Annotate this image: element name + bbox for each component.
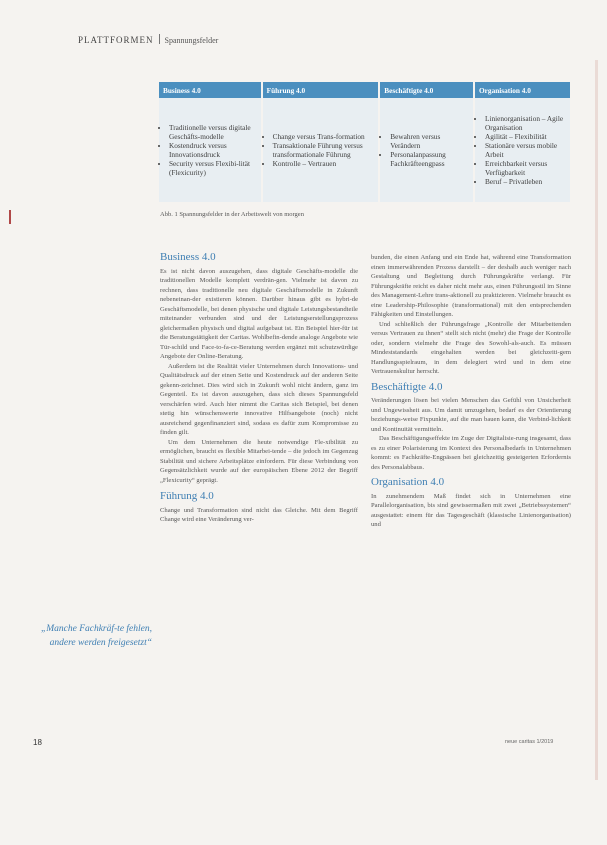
header-section: PLATTFORMEN xyxy=(78,35,154,45)
paragraph: In zunehmendem Maß findet sich in Unternehmen eine Parallelorganisation, bis sind gewissermaßen mit zwei „Betriebssystemen“ ausgestattet: einem für das Tagesgeschäft (klassische Linienorganisation) und xyxy=(371,492,571,528)
table-row xyxy=(159,98,570,202)
paragraph: Veränderungen lösen bei vielen Menschen das Gefühl von Unsicherheit und Ungewissheit aus. Um damit umzugehen, bedarf es der Orientierung beziehungs-weise Fixpunkte, auf die man bauen kann, die Verbind-lichkeit und Kontinuität vermitteln. xyxy=(371,397,571,433)
list-item: • Bewahren versus Verändern xyxy=(390,132,470,150)
list-item: • Transaktionale Führung versus transformationale Führung xyxy=(273,141,376,159)
paragraph: Das Beschäftigungseffekte im Zuge der Digitalisie-rung insgesamt, dass es zu einer Polarisierung im Kontext des Personalbedarfs in Unternehmen kommt: es Fachkräfte-Engpässen bei gleichzeitig gesteigerten Erfordernis des Personalabbaus. xyxy=(371,435,571,471)
table-header-cell: Führung 4.0 xyxy=(263,82,379,98)
paragraph: Und schließlich der Führungsfrage „Kontrolle der Mitarbeitenden versus Vertrauen zu ihnen“ stellt sich nicht (mehr) die Frage der Kontrolle oder, sondern vielmehr die Frage des Sowohl-als-auch. Es müssen Mindeststandards eingehalten werden bei gleichzeiti-gem Handlungsspielraum, in dem delegiert wird und in dem eine Vertrauenskultur herrscht. xyxy=(371,320,571,375)
list-item: • Linienorganisation – Agile Organisation xyxy=(485,114,567,132)
left-column xyxy=(160,253,358,525)
paragraph: Es ist nicht davon auszugehen, dass digitale Geschäfts-modelle die traditionellen Modelle komplett verdrän-gen. Vielmehr ist davon zu rechnen, dass traditionelle neu digitale Geschäftsmodelle in Zukunft nebeneinan-der existieren können. Darüber hinaus gibt es hybri-de Geschäftsmodelle, bei denen physische und digitale Leistungsbestandteile miteinander verbunden sind und der Leistungserstellungsprozess gleichermaßen physisch und digital aufgebaut ist. Ein Beispiel hier-für ist die Beratungstätigkeit der Caritas. Wohlbefin-dende analoge Angebote wie Tür-schild und Face-to-fa-ce-Beratung werden ergänzt mit schutzwürdige Angebote der Online-Beratung. xyxy=(160,267,358,360)
table-header-cell: Beschäftigte 4.0 xyxy=(380,82,473,98)
paragraph: Um dem Unternehmen die heute notwendige Fle-xibilität zu ermöglichen, braucht es flexible Mitarbei-tende – die jedoch im Gegenzug Stabilität und sichere Arbeitsplätze einfordern. Für diese Verbindung von Gegensätzlichkeit wurde auf der europäischen Ebene 2012 der Begriff „Flexicurity“ geprägt. xyxy=(160,438,358,484)
list-item: • Personalanpassung Fachkräfteengpass xyxy=(390,150,470,168)
margin-mark xyxy=(9,210,11,224)
footer-publication: neue caritas 1/2019 xyxy=(505,739,554,745)
table-header-row xyxy=(159,82,570,98)
list-item: • Kontrolle – Vertrauen xyxy=(273,159,376,168)
figure-caption: Abb. 1 Spannungsfelder in der Arbeitswelt von morgen xyxy=(160,211,304,218)
tension-table xyxy=(157,82,572,202)
table-cell xyxy=(263,98,379,202)
section-heading: Business 4.0 xyxy=(160,251,216,263)
table-cell xyxy=(159,98,261,202)
list-item: • Agilität – Flexibilität xyxy=(485,132,567,141)
right-column xyxy=(371,253,571,530)
page-edge xyxy=(595,60,598,780)
header-separator xyxy=(159,34,160,44)
list-item: • Erreichbarkeit versus Verfügbarkeit xyxy=(485,159,567,177)
running-header xyxy=(78,34,218,45)
section-heading: Organisation 4.0 xyxy=(371,476,445,488)
table-cell xyxy=(380,98,473,202)
table-header-cell: Organisation 4.0 xyxy=(475,82,570,98)
paragraph: Außerdem ist die Realität vieler Unternehmen durch Innovations- und Qualitätsdruck auf der einen Seite und Kostendruck auf der anderen Seite gekenn-zeichnet. Dies wird sich in Zukunft wohl nicht ändern, ganz im Gegenteil. Es ist davon auszugehen, dass sich dieses Spannungsfeld verschärfen wird. Auch hier nimmt die Caritas sich Beispiel, bei denen stetig hin wünschenswerte innovative Hilfsangebote (noch) nicht ausreichend gegenfinanziert sind, sodass es dafür zum Kompromisse zu finden gilt. xyxy=(160,362,358,436)
list-item: • Beruf – Privatleben xyxy=(485,177,567,186)
list-item: • Stationäre versus mobile Arbeit xyxy=(485,141,567,159)
table-cell xyxy=(475,98,570,202)
section-heading: Führung 4.0 xyxy=(160,490,214,502)
table-header-cell: Business 4.0 xyxy=(159,82,261,98)
paragraph: bunden, die einen Anfang und ein Ende hat, während eine Transformation einen immerwährenden Prozess darstellt – der deshalb auch weniger nach Gestaltung und Begleitung durch Führungskräfte verlangt. Für Führungskräfte reicht es daher nicht mehr aus, einen Führungsstil im Sinne des Management-Lehre trans-aktionell zu praktizieren. Vielmehr braucht es eine Leadership-Philosophie (transformational) mit den entsprechenden Fähigkeiten und Einstellungen. xyxy=(371,254,571,318)
pull-quote: „Manche Fachkräf-te fehlen, andere werden freigesetzt“ xyxy=(40,624,152,648)
paragraph: Change und Transformation sind nicht das Gleiche. Mit dem Begriff Change wird eine Veränderung ver- xyxy=(160,506,358,523)
page-number: 18 xyxy=(33,738,42,747)
section-heading: Beschäftigte 4.0 xyxy=(371,380,443,393)
header-subsection: Spannungsfelder xyxy=(164,36,219,45)
list-item: • Change versus Trans-formation xyxy=(273,132,376,141)
list-item: • Kostendruck versus Innovationsdruck xyxy=(169,141,258,159)
list-item: • Traditionelle versus digitale Geschäfts-modelle xyxy=(169,123,258,141)
list-item: • Security versus Flexibi-lität (Flexicurity) xyxy=(169,159,258,177)
